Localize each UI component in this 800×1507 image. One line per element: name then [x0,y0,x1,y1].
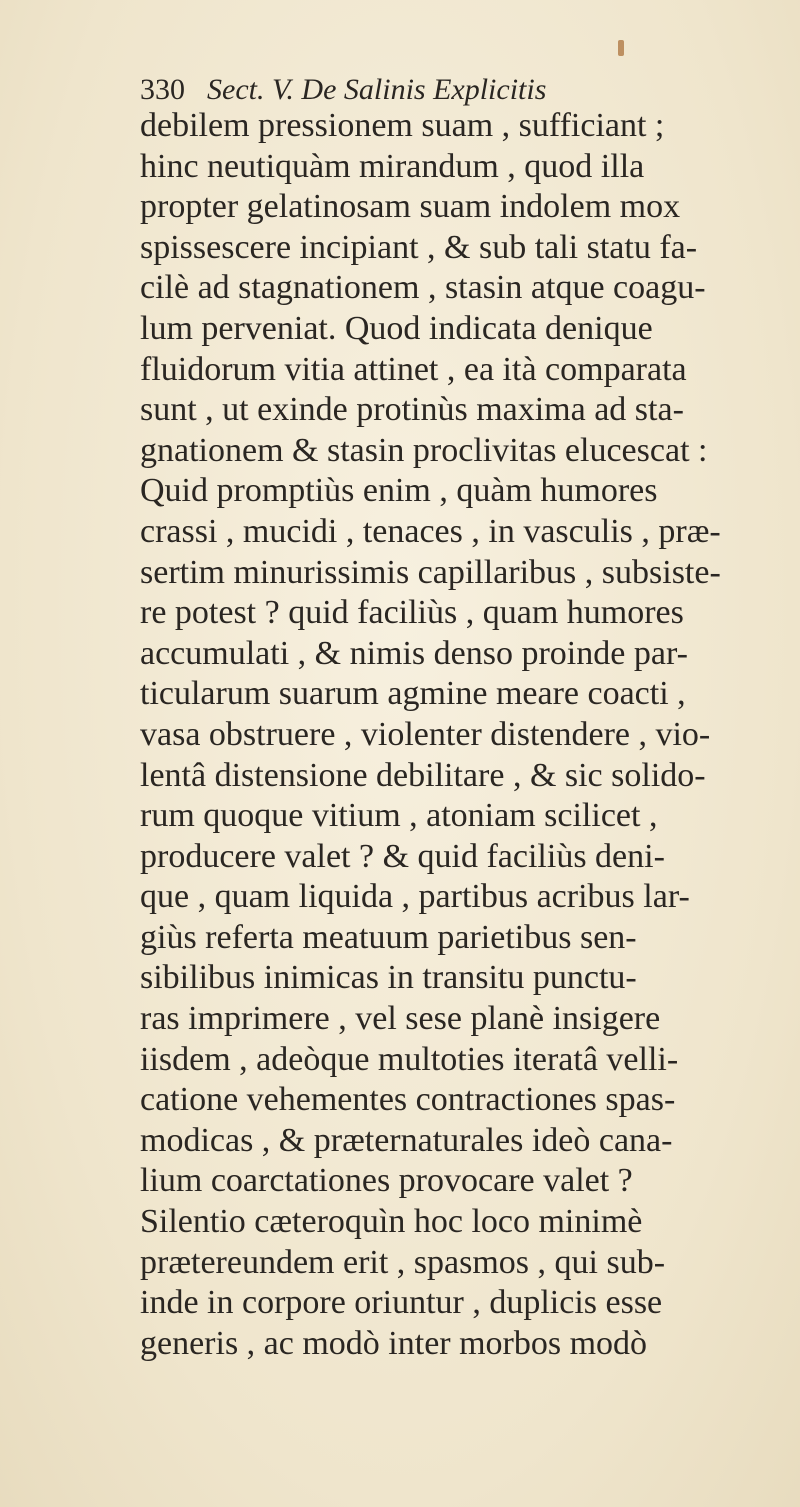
text-line: cilè ad stagnationem , stasin atque coagu- [140,269,706,307]
text-line: catione vehementes contractiones spas- [140,1081,676,1119]
text-line: inde in corpore oriuntur , duplicis esse [140,1284,663,1322]
text-line: sunt , ut exinde protinùs maxima ad sta- [140,391,684,429]
text-line: ticularum suarum agmine meare coacti , [140,675,686,713]
text-line: vasa obstruere , violenter distendere , vio- [140,715,711,753]
text-line: giùs referta meatuum parietibus sen- [140,918,637,956]
text-line: re potest ? quid faciliùs , quam humores [140,594,684,632]
text-line: debilem pressionem suam , sufficiant ; [140,107,665,144]
text-line: lum perveniat. Quod indicata denique [140,309,653,347]
text-line: gnationem & stasin proclivitas elucescat : [140,431,708,469]
text-line: lentâ distensione debilitare , & sic solido- [140,756,706,794]
text-line: ras imprimere , vel sese planè insigere [140,1000,661,1038]
text-line: prætereundem erit , spasmos , qui sub- [140,1243,666,1281]
ink-mark [618,40,624,56]
text-line: lium coarctationes provocare valet ? [140,1162,633,1200]
text-line: sibilibus inimicas in transitu punctu- [140,959,637,997]
text-line: que , quam liquida , partibus acribus lar- [140,878,690,916]
text-line: rum quoque vitium , atoniam scilicet , [140,797,658,835]
text-line: propter gelatinosam suam indolem mox [140,188,681,226]
text-line: crassi , mucidi , tenaces , in vasculis , præ- [140,512,721,550]
text-line: producere valet ? & quid faciliùs deni- [140,837,665,875]
text-line: Quid promptiùs enim , quàm humores [140,472,658,510]
running-title: Sect. V. De Salinis Explicitis [207,73,547,106]
text-line: Silentio cæteroquìn hoc loco minimè [140,1203,643,1241]
text-line: generis , ac modò inter morbos modò [140,1324,648,1362]
body-text [140,106,790,1364]
page-number: 330 [140,73,185,106]
text-line: fluidorum vitia attinet , ea ità comparata [140,350,687,388]
text-line: iisdem , adeòque multoties iteratâ velli- [140,1040,679,1078]
text-line: spissescere incipiant , & sub tali statu fa- [140,228,698,266]
text-line: hinc neutiquàm mirandum , quod illa [140,147,645,185]
text-line: sertim minurissimis capillaribus , subsiste- [140,553,721,591]
text-line: accumulati , & nimis denso proinde par- [140,634,688,672]
text-line: modicas , & præternaturales ideò cana- [140,1121,673,1159]
